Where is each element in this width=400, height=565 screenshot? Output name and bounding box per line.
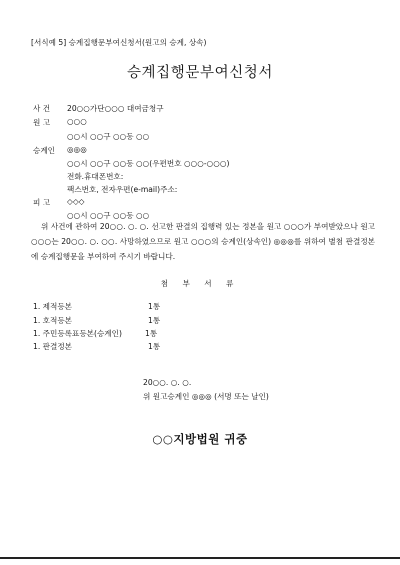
defendant-name: ◇◇◇ — [67, 197, 85, 206]
signer-line: 위 원고승계인 ◎◎◎ (서명 또는 날인) — [143, 392, 269, 401]
request-body: 위 사건에 관하여 20○○. ○. ○. 선고한 판결의 집행력 있는 정본을 원고 ○○○가 부여받았으나 원고 ○○○는 20○○. ○. ○○. 사망하였으므로 원고 ○○○의 승계인(상속인) ◎◎◎를 위하여 별첨 판결정본에 승계집행문을 부여하여 주시기 바랍니다. — [31, 222, 375, 261]
attachment-item-name: 1. 제적등본 — [33, 302, 73, 311]
successor-name: ◎◎◎ — [67, 145, 87, 154]
attachment-item-count: 1통 — [148, 342, 161, 351]
attachment-item-name: 1. 판결정본 — [33, 342, 73, 351]
plaintiff-label: 원 고 — [33, 118, 51, 127]
form-number: [서식예 5] 승계집행문부여신청서(원고의 승계, 상속) — [31, 38, 207, 47]
bottom-rule — [0, 557, 400, 559]
successor-phone: 전화.휴대폰번호: — [67, 172, 124, 181]
defendant-address: ○○시 ○○구 ○○동 ○○ — [67, 211, 150, 220]
case-label: 사 건 — [33, 104, 51, 113]
successor-address: ○○시 ○○구 ○○동 ○○(우편번호 ○○○-○○○) — [67, 159, 230, 168]
attachment-item-count: 1통 — [148, 302, 161, 311]
defendant-label: 피 고 — [33, 198, 51, 207]
attachment-item-count: 1통 — [145, 329, 158, 338]
successor-label: 승계인 — [33, 146, 56, 155]
attachment-item-name: 1. 호적등본 — [33, 316, 73, 325]
plaintiff-name: ○○○ — [67, 117, 87, 126]
attachment-item-count: 1통 — [148, 316, 161, 325]
document-title: 승계집행문부여신청서 — [126, 65, 274, 81]
attachment-item-name: 1. 주민등록표등본(승계인) — [33, 329, 122, 338]
filing-date: 20○○. ○. ○. — [143, 378, 192, 387]
court-addressee: ○○지방법원 귀중 — [152, 432, 248, 446]
successor-fax-email: 팩스번호, 전자우편(e-mail)주소: — [67, 185, 178, 194]
plaintiff-address: ○○시 ○○구 ○○동 ○○ — [67, 132, 150, 141]
attachments-title: 첨 부 서 류 — [160, 279, 240, 288]
case-value: 20○○가단○○○ 대여금청구 — [67, 104, 164, 113]
